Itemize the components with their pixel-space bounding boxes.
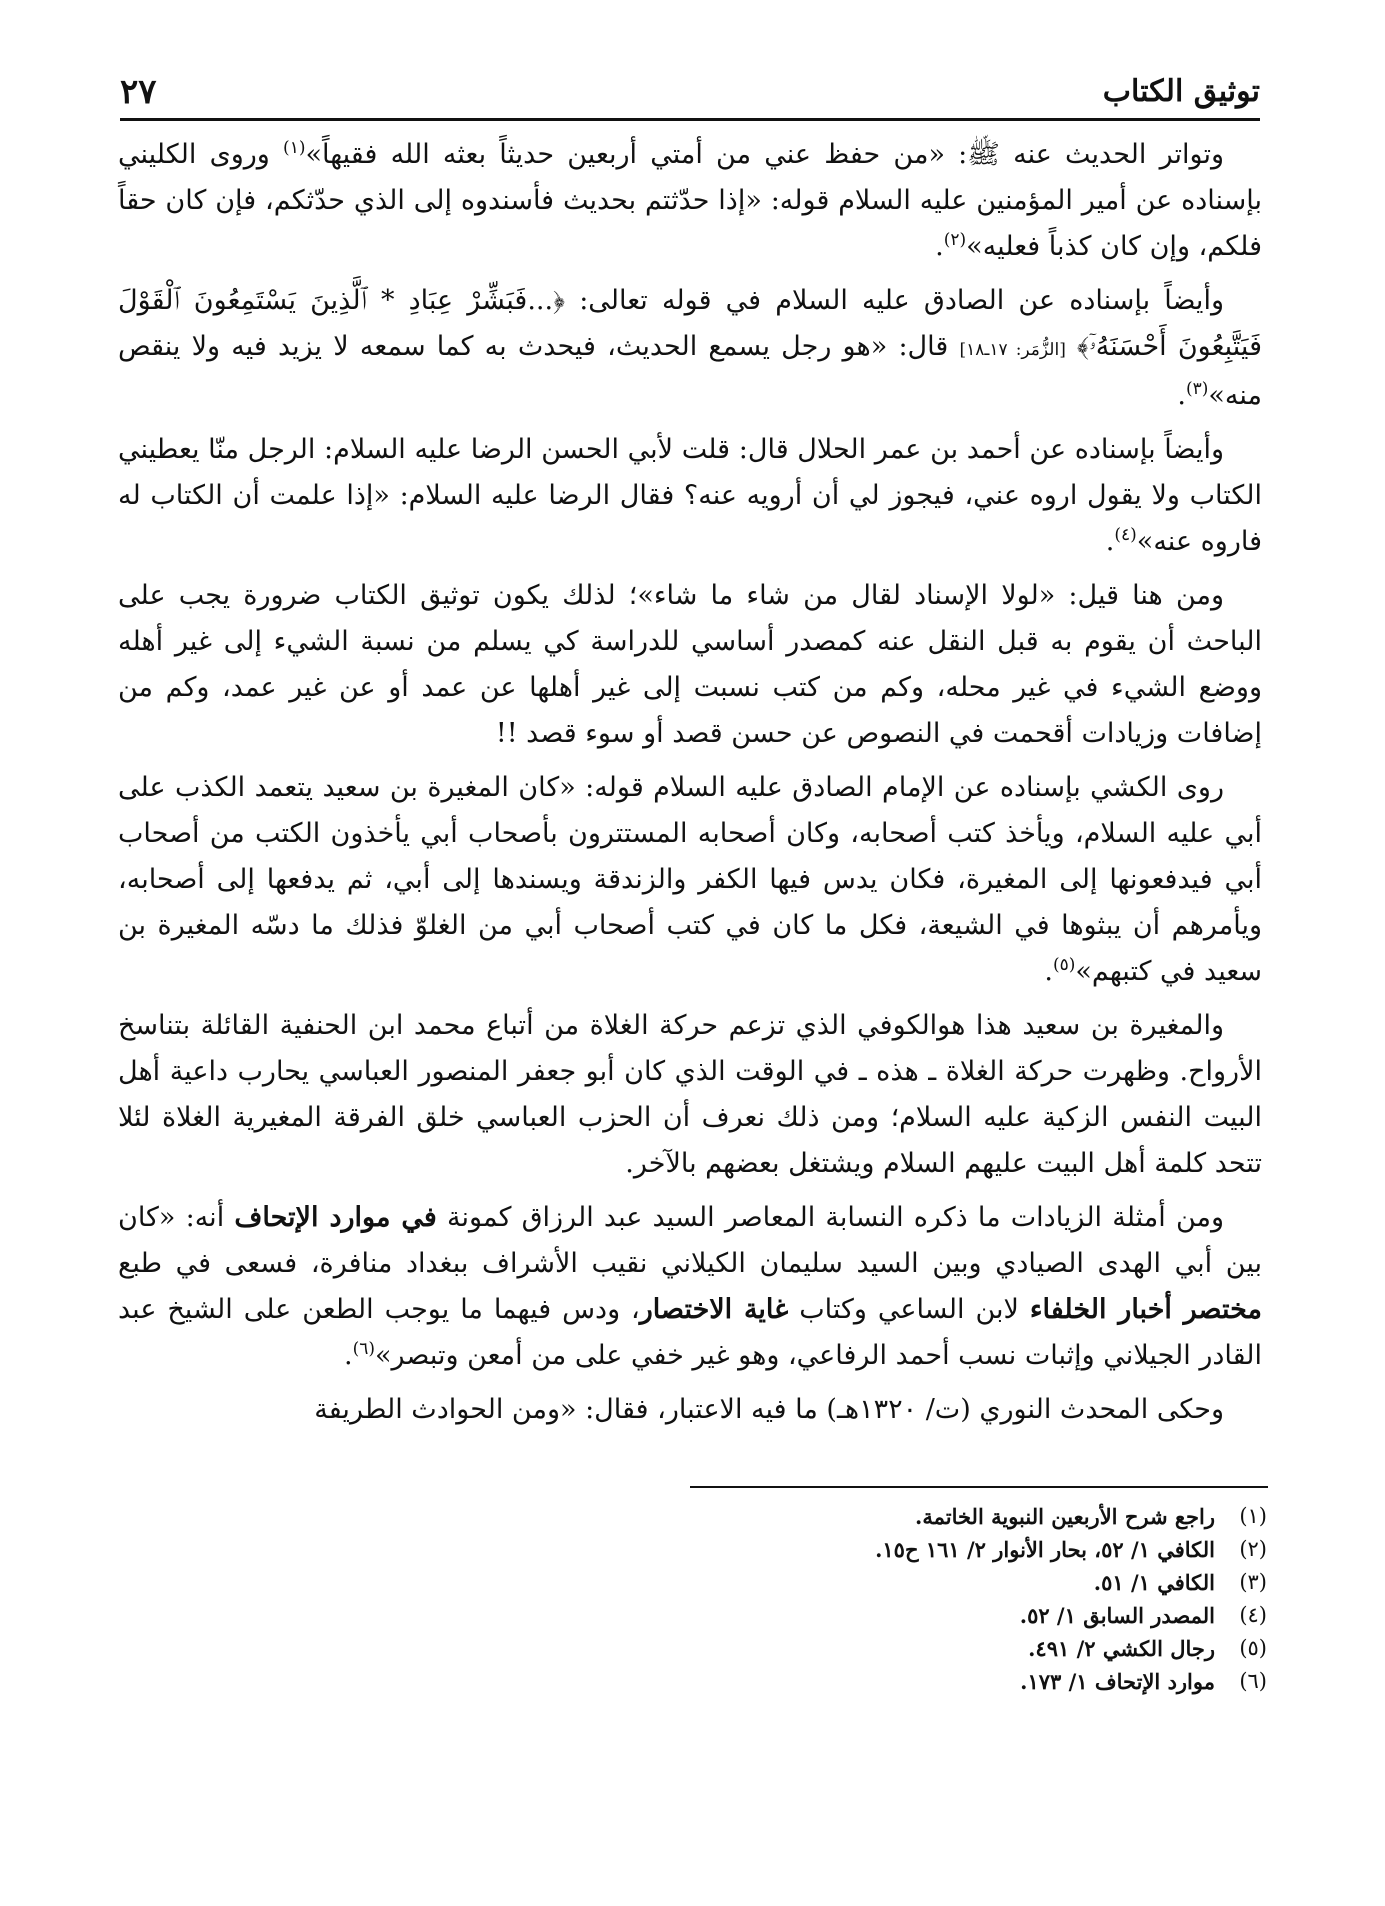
footnote-divider [690, 1486, 1268, 1488]
footnotes [467, 1500, 1267, 1698]
text-run: وأيضاً بإسناده عن الصادق عليه السلام في قوله تعالى: ﴿...فَبَشِّرْ عِبَادِ * ٱلَّذِينَ يَسْتَمِعُونَ ٱلْقَوْلَ فَيَتَّبِعُونَ أَحْسَنَهُۥٓ﴾ [118, 285, 1262, 362]
text-run: ، ودس فيهما ما يوجب الطعن على الشيخ عبد القادر الجيلاني وإثبات نسب أحمد الرفاعي، وهو غير خفي على من أمعن وتبصر» [118, 1294, 1262, 1371]
paragraph [118, 1003, 1262, 1187]
paragraph [118, 765, 1262, 995]
footnote-text: الكافي ١/ ٥١. [1093, 1570, 1215, 1595]
footnote [467, 1665, 1267, 1698]
verse-ref: [الزُّمَر: ١٧ـ١٨] [959, 340, 1066, 360]
text-run: قال: «هو رجل يسمع الحديث، فيحدث به كما سمعه لا يزيد فيه ولا ينقص منه» [118, 331, 1262, 411]
text-run: لابن الساعي وكتاب [788, 1294, 1030, 1325]
paragraph [118, 132, 1262, 270]
footnote-ref: (١) [283, 138, 306, 158]
footnote [467, 1599, 1267, 1632]
text-run: غاية الاختصار [639, 1294, 789, 1325]
text-run: وروى الكليني بإسناده عن أمير المؤمنين عليه السلام قوله: «إذا حدّثتم بحديث فأسندوه إلى الذي حدّثكم، فإن كان حقاً فلكم، وإن كان كذباً فعليه» [118, 139, 1262, 262]
footnote-ref: (٣) [1185, 379, 1209, 399]
running-title: توثيق الكتاب [1102, 74, 1260, 109]
footnote [467, 1632, 1267, 1665]
footnote-number: (٣) [1239, 1570, 1267, 1594]
footnote-ref: (٤) [1114, 525, 1137, 545]
footnote-ref: (٢) [943, 230, 967, 250]
footnote [467, 1500, 1267, 1533]
paragraph [118, 1195, 1262, 1379]
footnote-ref: (٦) [352, 1339, 375, 1359]
text-run: . [935, 231, 944, 262]
text-run: . [1044, 956, 1053, 987]
footnote-number: (١) [1239, 1504, 1267, 1528]
footnote-text: موارد الإتحاف ١/ ١٧٣. [1020, 1669, 1215, 1694]
footnote-text: راجع شرح الأربعين النبوية الخاتمة. [915, 1504, 1215, 1529]
page-number: ٢٧ [120, 72, 157, 112]
text-run: وحكى المحدث النوري (ت/ ١٣٢٠هـ) ما فيه الاعتبار، فقال: «ومن الحوادث الطريفة [314, 1394, 1224, 1425]
text-run: . [1105, 526, 1115, 557]
footnote-number: (٦) [1239, 1669, 1267, 1693]
page-header [120, 68, 1260, 116]
text-run: في موارد الإتحاف [234, 1202, 437, 1233]
text-run: ومن أمثلة الزيادات ما ذكره النسابة المعاصر السيد عبد الرزاق كمونة [436, 1202, 1224, 1233]
text-run: والمغيرة بن سعيد هذا هوالكوفي الذي تزعم حركة الغلاة من أتباع محمد ابن الحنفية القائلة بتناسخ الأرواح. وظهرت حركة الغلاة ـ هذه ـ في الوقت الذي كان أبو جعفر المنصور العباسي يحارب داعية أهل البيت النفس الزكية عليه السلام؛ ومن ذلك نعرف أن الحزب العباسي خلق الفرقة المغيرية الغلاة لئلا تتحد كلمة أهل البيت عليهم السلام ويشتغل بعضهم بالآخر. [118, 1010, 1262, 1179]
footnote [467, 1566, 1267, 1599]
text-run: ومن هنا قيل: «لولا الإسناد لقال من شاء ما شاء»؛ لذلك يكون توثيق الكتاب ضرورة يجب على الباحث أن يقوم به قبل النقل عنه كمصدر أساسي للدراسة كي يسلم من نسبة الشيء إلى غير أهله ووضع الشيء في غير محله، وكم من كتب نسبت إلى غير أهلها عن عمد أو عن غير عمد، وكم من إضافات وزيادات أقحمت في النصوص عن حسن قصد أو سوء قصد !! [118, 580, 1262, 749]
paragraph [118, 278, 1262, 419]
text-run: وتواتر الحديث عنه ﷺ: «من حفظ عني من أمتي أربعين حديثاً بعثه الله فقيهاً» [305, 139, 1225, 170]
paragraph [118, 573, 1262, 757]
footnote-ref: (٥) [1052, 955, 1076, 975]
text-run: . [343, 1340, 353, 1371]
text-run: وأيضاً بإسناده عن أحمد بن عمر الحلال قال: قلت لأبي الحسن الرضا عليه السلام: الرجل منّا يعطيني الكتاب ولا يقول اروه عني، فيجوز لي أن أرويه عنه؟ فقال الرضا عليه السلام: «إذا علمت أن الكتاب له فاروه عنه» [118, 434, 1262, 557]
text-run: مختصر أخبار الخلفاء [1029, 1294, 1262, 1325]
main-text [118, 132, 1262, 1441]
text-run: أنه: «كان بين أبي الهدى الصيادي وبين السيد سليمان الكيلاني نقيب الأشراف ببغداد منافرة، فسعى في طبع [118, 1202, 1262, 1279]
footnote-number: (٥) [1239, 1636, 1267, 1660]
text-run: روى الكشي بإسناده عن الإمام الصادق عليه السلام قوله: «كان المغيرة بن سعيد يتعمد الكذب على أبي عليه السلام، ويأخذ كتب أصحابه، وكان أصحابه المستترون بأصحاب أبي يأخذون الكتب من أصحاب أبي فيدفعونها إلى المغيرة، فكان يدس فيها الكفر والزندقة ويسندها إلى أبي، ثم يدفعها إلى أصحابه، ويأمرهم أن يبثوها في الشيعة، فكل ما كان في كتب أصحاب أبي من الغلوّ فذلك ما دسّه المغيرة بن سعيد في كتبهم» [118, 772, 1262, 987]
footnote [467, 1533, 1267, 1566]
paragraph [118, 427, 1262, 565]
footnote-text: رجال الكشي ٢/ ٤٩١. [1028, 1636, 1215, 1661]
paragraph [118, 1387, 1262, 1433]
footnote-number: (٤) [1239, 1603, 1267, 1627]
footnote-text: الكافي ١/ ٥٢، بحار الأنوار ٢/ ١٦١ ح١٥. [875, 1537, 1215, 1562]
text-run: . [1177, 380, 1186, 411]
footnote-text: المصدر السابق ١/ ٥٢. [1019, 1603, 1215, 1628]
header-divider [120, 118, 1260, 121]
footnote-number: (٢) [1239, 1537, 1267, 1561]
